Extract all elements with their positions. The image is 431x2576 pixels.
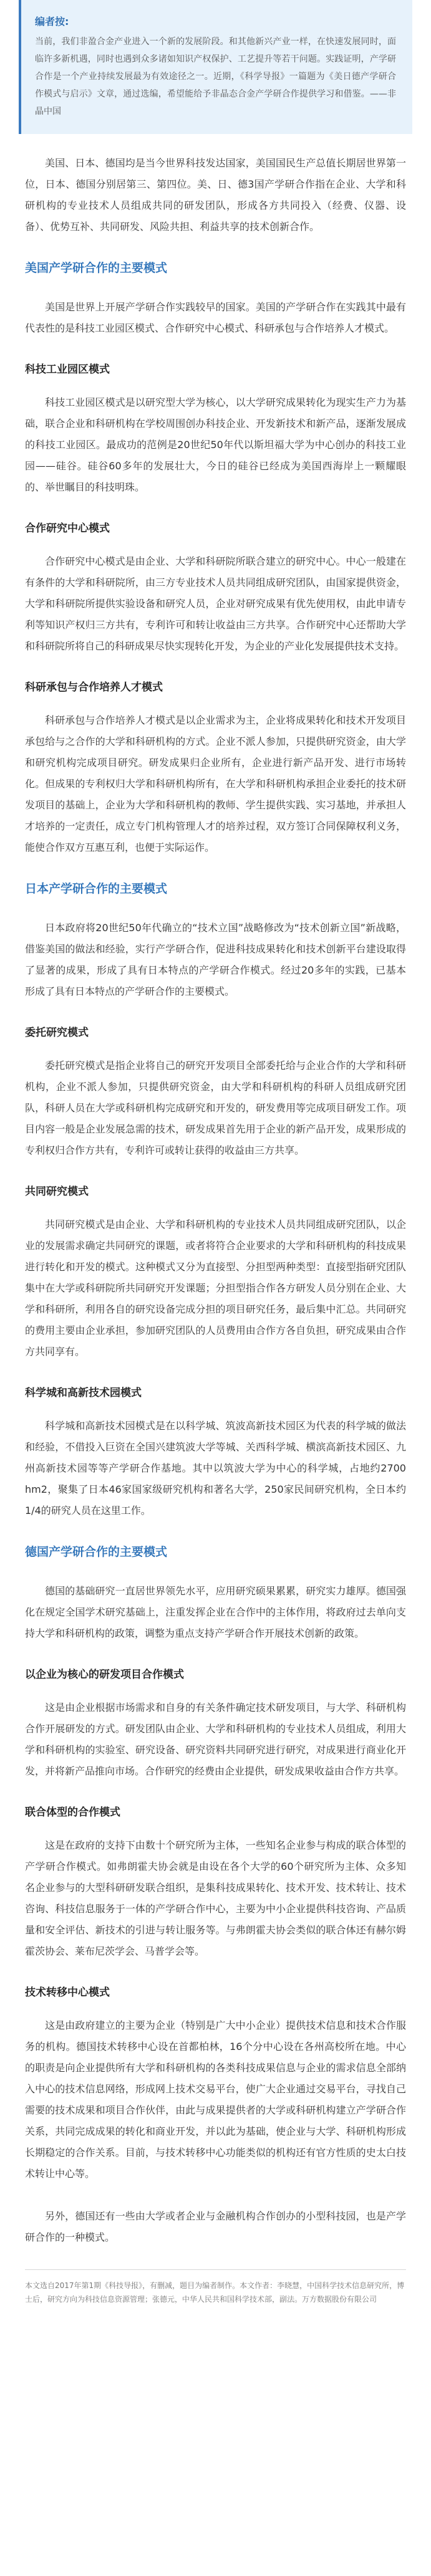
source-footnote: 本文选自2017年第1期《科技导报》，有删减，题目为编者制作。本文作者：李晓慧，中国科学技术信息研究所，博士后，研究方向为科技信息资源管理；张德元，中华人民共和国科学技术部，副法。万方数据股份有限公司 <box>25 2281 405 2304</box>
subheading-research-center: 合作研究中心模式 <box>25 522 110 535</box>
subheading-science-park: 科技工业园区模式 <box>25 363 110 376</box>
article-body <box>0 153 431 2319</box>
research-center-paragraph: 合作研究中心模式是由企业、大学和科研院所联合建立的研究中心。中心一般建在有条件的大学和科研院所，由三方专业技术人员共同组成研究团队，由国家提供资金，大学和科研院所提供实验设备和研究人员，企业对研究成果有优先使用权，由此申请专利等知识产权归三方共有，专利许可和转让收益由三方共享。合作研究中心还帮助大学和科研院所将自己的科研成果尽快实现转化开发，为企业的产业化发展提供技术支持。 <box>25 555 406 652</box>
subheading-alliance: 联合体型的合作模式 <box>25 1806 120 1819</box>
subheading-contract-research: 科研承包与合作培养人才模式 <box>25 681 163 694</box>
entrusted-research-paragraph: 委托研究模式是指企业将自己的研究开发项目全部委托给与企业合作的大学和科研机构，企业不派人参加，只提供研究资金，由大学和科研机构的科研人员组成研究团队，科研人员在大学或科研机构完成研究和开发的，研发费用等完成项目研发工作。项目内容一般是企业发展急需的技术，研发成果首先用于企业的新产品开发，成果形成的专利权归合作方共有，专利许可或转让获得的收益由三方共享。 <box>25 1060 406 1156</box>
alliance-paragraph: 这是在政府的支持下由数十个研究所为主体，一些知名企业参与构成的联合体型的产学研合作模式。如弗朗霍夫协会就是由设在各个大学的60个研究所为主体、众多知名企业参与的大型科研研发联合组织，是集科技成果转化、技术开发、技术转让、技术咨询、科技信息服务于一体的产学研合作中心，主要为中小企业提供科技咨询、产品质量和安全评估、新技术的引进与转让服务等。与弗朗霍夫协会类似的联合体还有赫尔姆霍茨协会、莱布尼茨学会、马普学会等。 <box>25 1839 406 1957</box>
footer-divider <box>25 2269 406 2270</box>
subheading-enterprise-core: 以企业为核心的研发项目合作模式 <box>25 1669 184 1681</box>
joint-research-paragraph: 共同研究模式是由企业、大学和科研机构的专业技术人员共同组成研究团队，以企业的发展需求确定共同研究的课题，或者将符合企业要求的大学和科研机构的科技成果进行转化和开发的模式。这种模式又分为直接型、分担型两种类型：直接型指研究团队集中在大学或科研院所共同研究开发课题；分担型指合作各方研发人员分别在企业、大学和科研所，利用各自的研究设备完成分担的项目研究任务，最后集中汇总。共同研究的费用主要由企业承担，参加研究团队的人员费用由合作方各自负担，研究成果由合作方共同享有。 <box>25 1219 406 1357</box>
science-city-paragraph: 科学城和高新技术园模式是在以科学城、筑波高新技术园区为代表的科学城的做法和经验，不借投入巨资在全国兴建筑波大学等城、关西科学城、横滨高新技术园区、九州高新技术园等等产学研合作基地。其中以筑波大学为中心的科学城，占地约2700 hm2，聚集了日本46家国家级研究机构和著名大学，250家民间研究机构，全日本约1/4的研究人员在这里工作。 <box>25 1420 406 1516</box>
subheading-entrusted-research: 委托研究模式 <box>25 1027 89 1039</box>
closing-paragraph: 另外，德国还有一些由大学或者企业与金融机构合作创办的小型科技园，也是产学研合作的一种模式。 <box>25 2210 406 2243</box>
japan-intro-paragraph: 日本政府将20世纪50年代确立的“技术立国”战略修改为“技术创新立国”新战略，借鉴美国的做法和经验，实行产学研合作，促进科技成果转化和技术创新平台建设取得了显著的成果，形成了具有日本特点的产学研合作模式。经过20多年的实践，已基本形成了具有日本特点的产学研合作的主要模式。 <box>25 922 406 997</box>
intro-paragraph: 美国、日本、德国均是当今世界科技发达国家，美国国民生产总值长期居世界第一位，日本、德国分别居第三、第四位。美、日、德3国产学研合作指在企业、大学和科研机构的专业技术人员组成共同的研发团队，形成各方共同投入（经费、仪器、设备）、优势互补、共同研发、风险共担、利益共享的技术创新合作。 <box>25 157 406 232</box>
germany-intro-paragraph: 德国的基础研究一直居世界领先水平，应用研究硕果累累，研究实力雄厚。德国强化在规定全国学术研究基础上，注重发挥企业在合作中的主体作用，将政府过去单向支持大学和科研机构的政策，调整为重点支持产学研合作开展技术创新的政策。 <box>25 1585 406 1639</box>
editor-note-box <box>19 0 412 134</box>
subheading-tech-transfer: 技术转移中心模式 <box>25 1986 110 1999</box>
section-heading-us: 美国产学研合作的主要模式 <box>25 261 168 275</box>
section-heading-japan: 日本产学研合作的主要模式 <box>25 882 168 896</box>
us-intro-paragraph: 美国是世界上开展产学研合作实践较早的国家。美国的产学研合作在实践其中最有代表性的是科技工业园区模式、合作研究中心模式、科研承包与合作培养人才模式。 <box>25 301 406 334</box>
editor-note-title: 编者按: <box>35 16 69 27</box>
section-heading-germany: 德国产学研合作的主要模式 <box>25 1545 168 1559</box>
contract-research-paragraph: 科研承包与合作培养人才模式是以企业需求为主，企业将成果转化和技术开发项目承包给与之合作的大学和科研机构的方式。企业不派人参加，只提供研究资金，由大学和研究机构完成项目研究。研发成果归企业所有，企业进行新产品开发、进行市场转化。但成果的专利权归大学和科研机构所有，在大学和科研机构承担企业委托的技术研发项目的基础上，企业为大学和科研机构的教师、学生提供实践、实习基地，并承担人才培养的一定责任，成立专门机构管理人才的培养过程，双方签订合同保障权利义务，能使合作双方互惠互利，也便于实际运作。 <box>25 714 406 853</box>
tech-transfer-paragraph: 这是由政府建立的主要为企业（特别是广大中小企业）提供技术信息和技术合作服务的机构。德国技术转移中心设在首都柏林，16个分中心设在各州高校所在地。中心的职责是向企业提供所有大学和科研机构的各类科技成果信息与企业的需求信息全部纳入中心的技术信息网络，形成网上技术交易平台，使广大企业通过交易平台，寻找自己需要的技术成果和项目合作伙伴，由此与成果提供者的大学或科研机构建立产学研合作关系，共同完成成果的转化和商业开发，并以此为基础，使企业与大学、科研机构形成长期稳定的合作关系。目前，与技术转移中心功能类似的机构还有官方性质的史太白技术转让中心等。 <box>25 2019 406 2180</box>
subheading-joint-research: 共同研究模式 <box>25 1185 89 1198</box>
subheading-science-city: 科学城和高新技术园模式 <box>25 1387 142 1399</box>
editor-note-text: 当前，我们非盈合金产业进入一个新的发展阶段。和其他新兴产业一样，在快速发展同时，面临许多新机遇，同时也遇到众多诸如知识产权保护、工艺提升等若干问题。实践证明，产学研合作是一个产业持续发展最为有效途径之一。近期，《科学导报》一篇题为《美日德产学研合作模式与启示》文章，通过选编，希望能给予非晶态合金产学研合作提供学习和借鉴。——非晶中国 <box>35 37 396 117</box>
science-park-paragraph: 科技工业园区模式是以研究型大学为核心，以大学研究成果转化为现实生产力为基础，联合企业和科研机构在学校周围创办科技企业、开发新技术和新产品，逐渐发展成的科技工业园区。最成功的范例是20世纪50年代以斯坦福大学为中心创办的科技工业园——硅谷。硅谷60多年的发展壮大，今日的硅谷已经成为美国西海岸上一颗耀眼的、举世瞩目的科技明珠。 <box>25 396 406 493</box>
enterprise-core-paragraph: 这是由企业根据市场需求和自身的有关条件确定技术研发项目，与大学、科研机构合作开展研发的方式。研发团队由企业、大学和科研机构的专业技术人员组成，利用大学和科研机构的实验室、研究设备、研究资料共同研究进行研究，对成果进行商业化开发，并将新产品推向市场。合作研究的经费由企业提供，研发成果收益由合作方共享。 <box>25 1702 406 1777</box>
